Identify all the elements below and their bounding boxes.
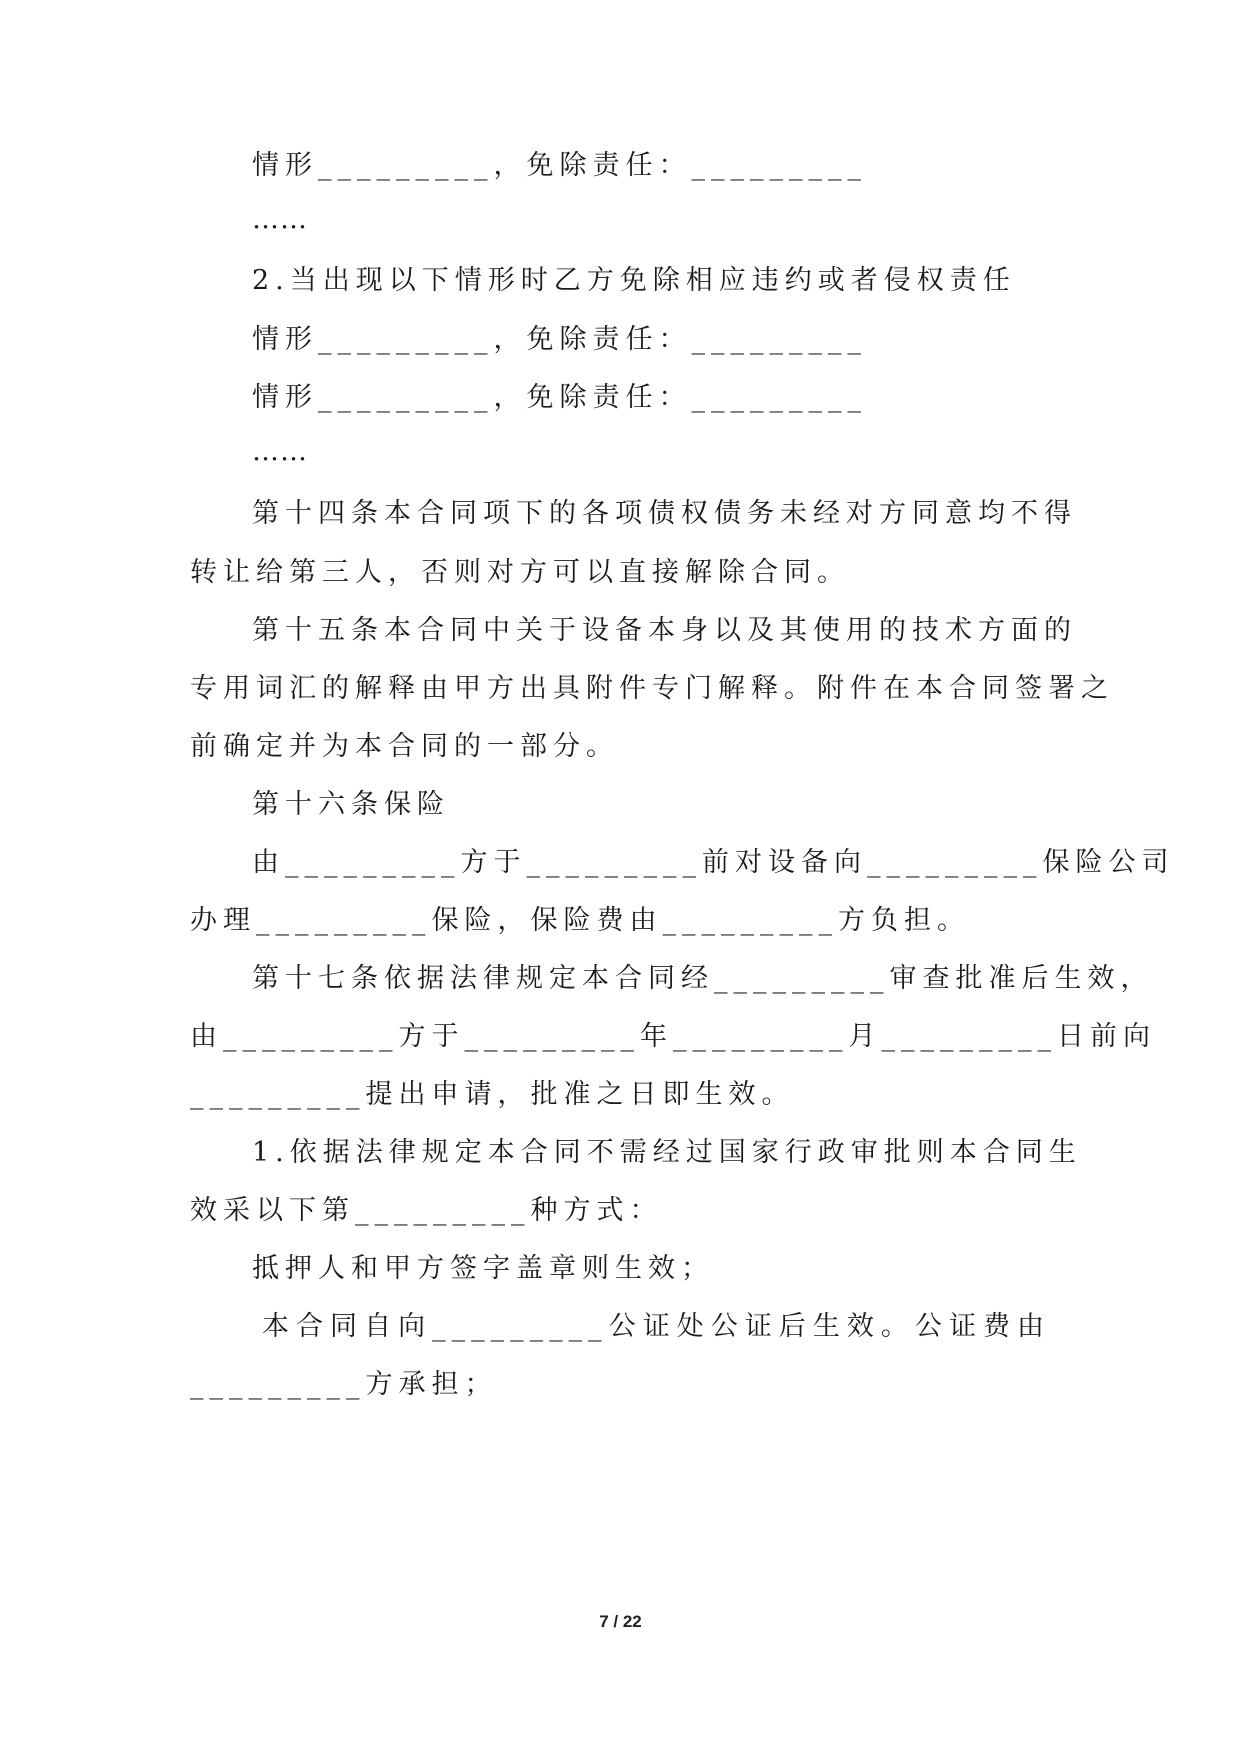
text-line-20: 抵押人和甲方签字盖章则生效；: [252, 1253, 714, 1284]
text-line-21: 本合同自向_________公证处公证后生效。公证费由: [262, 1311, 1050, 1342]
page-number: 7 / 22: [599, 1612, 642, 1631]
text-line-5: 情形_________，免除责任：_________: [252, 382, 867, 413]
text-line-6: ……: [252, 436, 308, 467]
text-line-9: 第十五条本合同中关于设备本身以及其使用的技术方面的: [252, 615, 1077, 646]
text-line-22: _________方承担；: [190, 1369, 498, 1400]
text-line-1: 情形_________，免除责任：_________: [252, 150, 867, 181]
text-line-13: 由_________方于_________前对设备向_________保险公司: [252, 847, 1175, 878]
text-line-8: 转让给第三人，否则对方可以直接解除合同。: [190, 557, 850, 588]
text-line-15: 第十七条依据法律规定本合同经_________审查批准后生效，: [252, 963, 1154, 994]
text-line-17: _________提出申请，批准之日即生效。: [190, 1079, 795, 1110]
text-line-18: 1.依据法律规定本合同不需经过国家行政审批则本合同生: [252, 1137, 1082, 1168]
text-line-2: ……: [252, 204, 308, 235]
text-line-10: 专用词汇的解释由甲方出具附件专门解释。附件在本合同签署之: [190, 673, 1114, 704]
text-line-4: 情形_________，免除责任：_________: [252, 324, 867, 355]
text-line-12: 第十六条保险: [252, 789, 450, 820]
text-line-3: 2.当出现以下情形时乙方免除相应违约或者侵权责任: [252, 265, 1016, 296]
text-line-16: 由_________方于_________年_________月_________日前向: [190, 1021, 1156, 1052]
text-line-14: 办理_________保险，保险费由_________方负担。: [190, 905, 970, 936]
text-line-19: 效采以下第_________种方式：: [190, 1195, 663, 1226]
text-line-7: 第十四条本合同项下的各项债权债务未经对方同意均不得: [252, 498, 1077, 529]
text-line-11: 前确定并为本合同的一部分。: [190, 731, 619, 762]
